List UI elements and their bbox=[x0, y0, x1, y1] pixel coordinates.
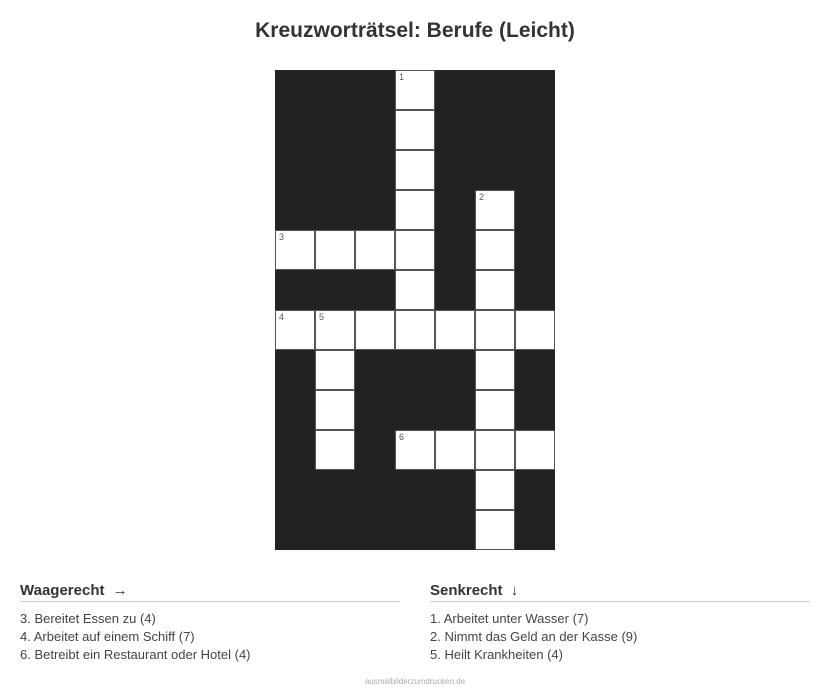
crossword-block bbox=[515, 510, 555, 550]
crossword-cell[interactable] bbox=[515, 430, 555, 470]
crossword-cell[interactable] bbox=[475, 310, 515, 350]
crossword-cell[interactable] bbox=[395, 150, 435, 190]
crossword-block bbox=[355, 150, 395, 190]
crossword-block bbox=[395, 510, 435, 550]
crossword-block bbox=[515, 230, 555, 270]
crossword-cell[interactable] bbox=[275, 310, 315, 350]
crossword-block bbox=[355, 110, 395, 150]
crossword-cell[interactable] bbox=[395, 270, 435, 310]
crossword-block bbox=[275, 190, 315, 230]
crossword-block bbox=[275, 270, 315, 310]
crossword-block bbox=[515, 350, 555, 390]
crossword-cell[interactable] bbox=[475, 390, 515, 430]
crossword-block bbox=[355, 470, 395, 510]
across-clues bbox=[20, 582, 400, 664]
crossword-cell[interactable] bbox=[315, 430, 355, 470]
crossword-block bbox=[315, 70, 355, 110]
clue-number: 1 bbox=[399, 72, 405, 82]
crossword-block bbox=[515, 470, 555, 510]
crossword-block bbox=[355, 390, 395, 430]
down-heading-label: Senkrecht bbox=[430, 582, 503, 599]
crossword-cell[interactable] bbox=[435, 310, 475, 350]
crossword-block bbox=[395, 470, 435, 510]
crossword-cell[interactable] bbox=[475, 230, 515, 270]
across-heading-label: Waagerecht bbox=[20, 582, 105, 599]
clue-item: 5. Heilt Krankheiten (4) bbox=[430, 647, 563, 662]
crossword-block bbox=[475, 110, 515, 150]
crossword-block bbox=[355, 350, 395, 390]
across-clue-list bbox=[20, 610, 400, 664]
clue-number: 4 bbox=[279, 312, 285, 322]
crossword-block bbox=[275, 470, 315, 510]
crossword-block bbox=[435, 510, 475, 550]
down-heading bbox=[430, 582, 810, 602]
crossword-cell[interactable] bbox=[475, 470, 515, 510]
crossword-cell[interactable] bbox=[475, 270, 515, 310]
crossword-block bbox=[435, 270, 475, 310]
crossword-block bbox=[275, 510, 315, 550]
crossword-block bbox=[435, 190, 475, 230]
crossword-cell[interactable] bbox=[395, 190, 435, 230]
crossword-grid bbox=[275, 70, 555, 550]
crossword-cell[interactable] bbox=[315, 230, 355, 270]
crossword-block bbox=[515, 150, 555, 190]
down-arrow-icon: ↓ bbox=[510, 582, 519, 599]
crossword-cell[interactable] bbox=[395, 110, 435, 150]
crossword-block bbox=[435, 390, 475, 430]
crossword-cell[interactable] bbox=[315, 350, 355, 390]
crossword-block bbox=[475, 150, 515, 190]
crossword-block bbox=[355, 430, 395, 470]
crossword-block bbox=[355, 270, 395, 310]
across-heading bbox=[20, 582, 400, 602]
crossword-block bbox=[475, 70, 515, 110]
crossword-block bbox=[315, 110, 355, 150]
crossword-cell[interactable] bbox=[395, 430, 435, 470]
down-clue-list bbox=[430, 610, 810, 664]
crossword-cell[interactable] bbox=[315, 310, 355, 350]
crossword-block bbox=[435, 350, 475, 390]
crossword-block bbox=[315, 150, 355, 190]
crossword-cell[interactable] bbox=[515, 310, 555, 350]
crossword-cell[interactable] bbox=[395, 70, 435, 110]
right-arrow-icon: → bbox=[112, 582, 128, 599]
crossword-block bbox=[435, 150, 475, 190]
crossword-cell[interactable] bbox=[435, 430, 475, 470]
crossword-block bbox=[315, 470, 355, 510]
crossword-cell[interactable] bbox=[475, 190, 515, 230]
crossword-cell[interactable] bbox=[275, 230, 315, 270]
crossword-block bbox=[515, 270, 555, 310]
crossword-block bbox=[355, 70, 395, 110]
clue-item: 1. Arbeitet unter Wasser (7) bbox=[430, 611, 589, 626]
crossword-block bbox=[315, 270, 355, 310]
crossword-block bbox=[395, 350, 435, 390]
crossword-block bbox=[435, 110, 475, 150]
clue-item: 4. Arbeitet auf einem Schiff (7) bbox=[20, 629, 195, 644]
crossword-block bbox=[275, 150, 315, 190]
crossword-cell[interactable] bbox=[315, 390, 355, 430]
clue-number: 3 bbox=[279, 232, 285, 242]
crossword-block bbox=[275, 390, 315, 430]
clue-number: 2 bbox=[479, 192, 485, 202]
crossword-block bbox=[435, 70, 475, 110]
clue-item: 6. Betreibt ein Restaurant oder Hotel (4) bbox=[20, 647, 251, 662]
crossword-block bbox=[395, 390, 435, 430]
clue-number: 6 bbox=[399, 432, 405, 442]
crossword-cell[interactable] bbox=[475, 510, 515, 550]
crossword-block bbox=[515, 190, 555, 230]
crossword-cell[interactable] bbox=[395, 230, 435, 270]
clue-number: 5 bbox=[319, 312, 325, 322]
crossword-block bbox=[315, 510, 355, 550]
crossword-cell[interactable] bbox=[475, 430, 515, 470]
crossword-block bbox=[515, 390, 555, 430]
down-clues bbox=[430, 582, 810, 664]
crossword-block bbox=[435, 230, 475, 270]
crossword-cell[interactable] bbox=[395, 310, 435, 350]
crossword-block bbox=[355, 190, 395, 230]
crossword-cell[interactable] bbox=[355, 230, 395, 270]
crossword-block bbox=[275, 70, 315, 110]
crossword-cell[interactable] bbox=[355, 310, 395, 350]
crossword-block bbox=[275, 110, 315, 150]
crossword-block bbox=[275, 350, 315, 390]
footer-credit: ausmalbilderzumdrucken.de bbox=[364, 677, 466, 686]
crossword-block bbox=[515, 110, 555, 150]
clue-item: 2. Nimmt das Geld an der Kasse (9) bbox=[430, 629, 638, 644]
crossword-block bbox=[355, 510, 395, 550]
clue-item: 3. Bereitet Essen zu (4) bbox=[20, 611, 156, 626]
page-title: Kreuzworträtsel: Berufe (Leicht) bbox=[255, 19, 575, 42]
crossword-block bbox=[315, 190, 355, 230]
crossword-block bbox=[435, 470, 475, 510]
crossword-block bbox=[515, 70, 555, 110]
crossword-cell[interactable] bbox=[475, 350, 515, 390]
crossword-block bbox=[275, 430, 315, 470]
